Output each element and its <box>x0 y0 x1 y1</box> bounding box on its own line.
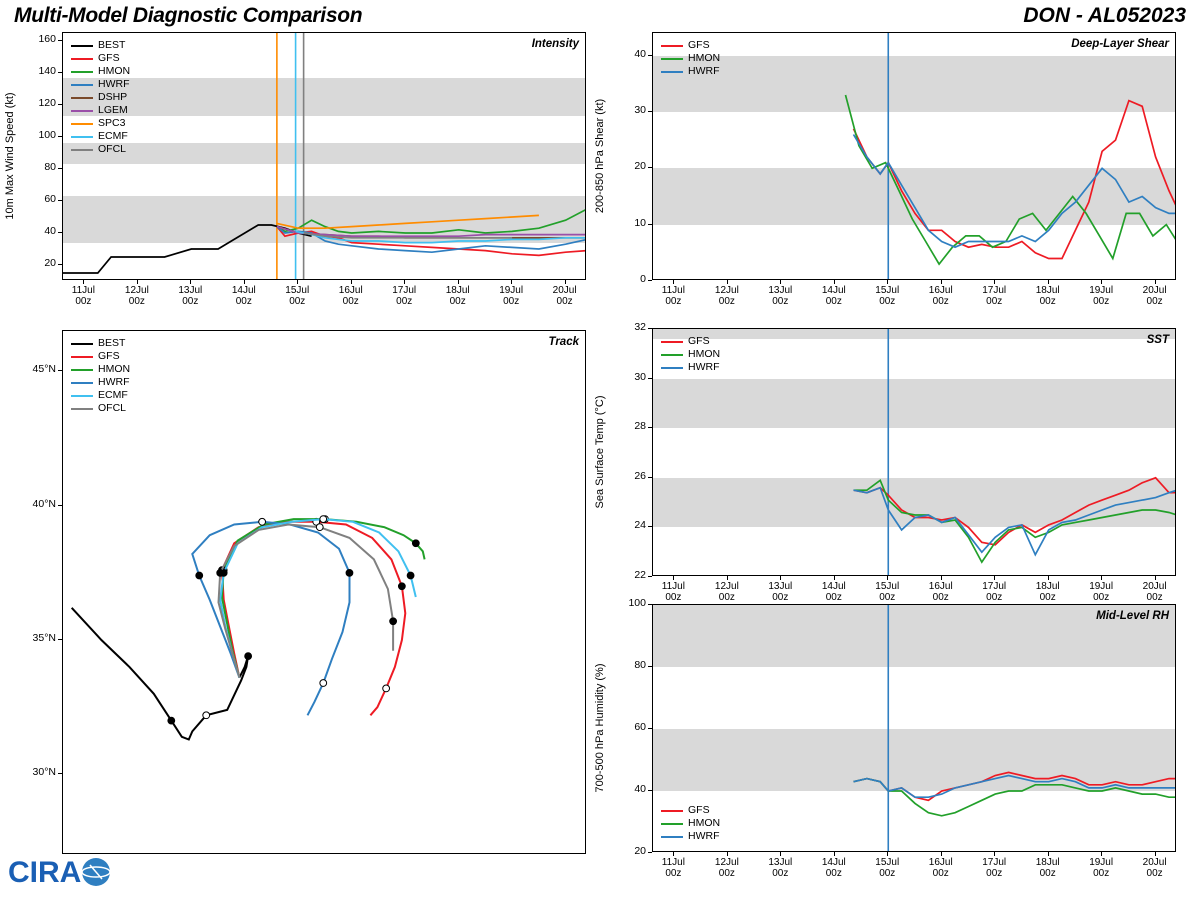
x-tick-mark <box>458 280 459 284</box>
series-gfs <box>277 227 586 256</box>
x-tick-mark <box>780 852 781 856</box>
x-tick-label: 12Jul 00z <box>714 857 739 879</box>
plot-area-rh <box>652 604 1176 852</box>
x-tick-mark <box>941 280 942 284</box>
x-tick-mark <box>941 576 942 580</box>
legend-label: GFS <box>98 350 120 362</box>
track-point <box>407 572 414 579</box>
y-tick-mark <box>648 604 652 605</box>
legend-item-hmon <box>661 52 720 65</box>
y-tick-label: 40 <box>634 783 646 795</box>
legend-label: HMON <box>688 348 721 360</box>
legend-item-hmon <box>661 348 720 361</box>
legend-swatch <box>661 58 683 60</box>
y-tick-label: 100 <box>38 129 56 141</box>
x-tick-label: 13Jul 00z <box>768 285 793 307</box>
legend-label: OFCL <box>98 402 127 414</box>
y-tick-mark <box>58 639 62 640</box>
legend-item-hmon <box>71 363 130 376</box>
y-tick-mark <box>648 55 652 56</box>
legend-swatch <box>661 823 683 825</box>
track-point <box>316 524 323 531</box>
legend-item-dshp <box>71 91 130 104</box>
legend-label: OFCL <box>98 143 127 155</box>
y-axis-label-shear: 200-850 hPa Shear (kt) <box>594 98 606 214</box>
legend-item-hmon <box>71 65 130 78</box>
track-hmon <box>222 519 425 678</box>
legend-label: HWRF <box>688 65 720 77</box>
x-tick-label: 18Jul 00z <box>445 285 470 307</box>
x-tick-label: 20Jul 00z <box>1142 581 1167 603</box>
y-tick-mark <box>58 72 62 73</box>
x-tick-mark <box>994 576 995 580</box>
y-tick-label: 26 <box>634 469 646 482</box>
y-tick-label: 60 <box>634 721 646 733</box>
x-tick-mark <box>297 280 298 284</box>
x-tick-mark <box>887 280 888 284</box>
x-tick-label: 14Jul 00z <box>821 857 846 879</box>
legend-swatch <box>71 395 93 397</box>
y-tick-label: 0 <box>640 273 646 285</box>
y-tick-mark <box>648 790 652 791</box>
x-tick-mark <box>190 280 191 284</box>
y-tick-mark <box>648 224 652 225</box>
y-tick-label: 20 <box>44 257 56 269</box>
x-tick-mark <box>83 280 84 284</box>
x-tick-mark <box>511 280 512 284</box>
legend-swatch <box>71 136 93 138</box>
legend-shear <box>661 39 720 78</box>
legend-label: HWRF <box>688 361 720 373</box>
x-tick-mark <box>244 280 245 284</box>
x-tick-label: 14Jul 00z <box>821 285 846 307</box>
y-tick-label: 22 <box>634 569 646 581</box>
x-tick-label: 13Jul 00z <box>768 857 793 879</box>
x-tick-label: 12Jul 00z <box>124 285 149 307</box>
legend-swatch <box>71 58 93 60</box>
legend-label: GFS <box>688 804 710 816</box>
series-layer-rh <box>653 605 1176 852</box>
legend-rh <box>661 804 720 843</box>
series-hmon <box>846 95 1177 264</box>
x-tick-label: 15Jul 00z <box>285 285 310 307</box>
y-tick-mark <box>648 280 652 281</box>
y-tick-label: 80 <box>634 659 646 671</box>
y-tick-label: 30 <box>634 370 646 383</box>
x-tick-mark <box>1048 576 1049 580</box>
legend-label: HMON <box>98 363 131 375</box>
x-tick-mark <box>834 852 835 856</box>
legend-label: HMON <box>98 65 131 77</box>
y-tick-mark <box>58 40 62 41</box>
y-tick-label: 24 <box>634 519 646 532</box>
y-tick-mark <box>58 232 62 233</box>
y-tick-mark <box>58 104 62 105</box>
legend-label: GFS <box>688 335 710 347</box>
legend-swatch <box>71 369 93 371</box>
legend-item-ecmf <box>71 389 130 402</box>
x-tick-mark <box>1155 280 1156 284</box>
legend-item-gfs <box>661 335 720 348</box>
x-tick-label: 17Jul 00z <box>982 857 1007 879</box>
track-point <box>320 680 327 687</box>
legend-swatch <box>661 354 683 356</box>
legend-label: GFS <box>688 39 710 51</box>
y-axis-label-rh: 700-500 hPa Humidity (%) <box>594 663 606 793</box>
legend-swatch <box>71 110 93 112</box>
x-tick-mark <box>351 280 352 284</box>
x-tick-mark <box>834 576 835 580</box>
x-tick-mark <box>137 280 138 284</box>
x-tick-label: 16Jul 00z <box>928 581 953 603</box>
x-tick-label: 18Jul 00z <box>1035 285 1060 307</box>
x-tick-mark <box>1155 852 1156 856</box>
y-tick-label: 140 <box>38 65 56 77</box>
track-gfs <box>222 522 405 716</box>
legend-label: LGEM <box>98 104 128 116</box>
y-tick-mark <box>58 505 62 506</box>
y-tick-label: 20 <box>634 160 646 173</box>
legend-label: ECMF <box>98 389 128 401</box>
legend-swatch <box>71 382 93 384</box>
legend-swatch <box>71 343 93 345</box>
series-gfs <box>854 478 1177 545</box>
page-title: Multi-Model Diagnostic Comparison <box>14 4 363 27</box>
track-point <box>398 583 405 590</box>
legend-label: HWRF <box>98 376 130 388</box>
x-tick-mark <box>1101 576 1102 580</box>
legend-swatch <box>71 356 93 358</box>
y-tick-label: 40°N <box>32 497 56 510</box>
plot-area-intensity <box>62 32 586 280</box>
x-tick-mark <box>1101 852 1102 856</box>
y-tick-label: 120 <box>38 97 56 109</box>
x-tick-label: 20Jul 00z <box>552 285 577 307</box>
legend-swatch <box>71 408 93 410</box>
legend-item-gfs <box>661 804 720 817</box>
x-tick-mark <box>565 280 566 284</box>
x-tick-label: 14Jul 00z <box>821 581 846 603</box>
panel-title-shear: Deep-Layer Shear <box>1071 38 1169 50</box>
track-hwrf <box>192 522 349 716</box>
panel-title-intensity: Intensity <box>531 38 579 50</box>
legend-swatch <box>661 836 683 838</box>
x-tick-label: 16Jul 00z <box>338 285 363 307</box>
y-tick-label: 20 <box>634 845 646 857</box>
y-tick-mark <box>648 526 652 527</box>
x-tick-label: 15Jul 00z <box>875 857 900 879</box>
legend-item-hwrf <box>71 376 130 389</box>
x-tick-mark <box>727 576 728 580</box>
legend-label: DSHP <box>98 91 128 103</box>
x-tick-mark <box>727 280 728 284</box>
series-hwrf <box>854 488 1177 555</box>
legend-item-best <box>71 337 130 350</box>
x-tick-label: 19Jul 00z <box>499 285 524 307</box>
y-tick-mark <box>648 427 652 428</box>
legend-swatch <box>71 97 93 99</box>
legend-item-best <box>71 39 130 52</box>
legend-label: HMON <box>688 817 721 829</box>
x-tick-mark <box>994 852 995 856</box>
legend-swatch <box>661 71 683 73</box>
legend-swatch <box>71 123 93 125</box>
x-tick-label: 19Jul 00z <box>1089 581 1114 603</box>
series-layer-sst <box>653 329 1176 576</box>
y-tick-mark <box>648 852 652 853</box>
x-tick-label: 13Jul 00z <box>768 581 793 603</box>
plot-area-track <box>62 330 586 854</box>
y-tick-mark <box>648 378 652 379</box>
track-point <box>383 685 390 692</box>
legend-label: GFS <box>98 52 120 64</box>
legend-item-spc3 <box>71 117 130 130</box>
y-tick-mark <box>58 200 62 201</box>
y-tick-label: 60 <box>44 193 56 205</box>
x-tick-label: 18Jul 00z <box>1035 857 1060 879</box>
x-tick-mark <box>1048 852 1049 856</box>
track-point <box>320 516 327 523</box>
y-tick-label: 45°N <box>32 363 56 376</box>
track-point <box>245 653 252 660</box>
y-tick-mark <box>648 167 652 168</box>
x-tick-mark <box>404 280 405 284</box>
y-tick-label: 40 <box>634 47 646 60</box>
series-layer-intensity <box>63 33 586 280</box>
x-tick-mark <box>673 280 674 284</box>
legend-label: HWRF <box>98 78 130 90</box>
x-tick-mark <box>994 280 995 284</box>
y-tick-mark <box>648 328 652 329</box>
track-point <box>390 618 397 625</box>
y-tick-mark <box>58 136 62 137</box>
legend-swatch <box>71 149 93 151</box>
x-tick-mark <box>834 280 835 284</box>
x-tick-label: 20Jul 00z <box>1142 285 1167 307</box>
legend-swatch <box>661 810 683 812</box>
legend-label: ECMF <box>98 130 128 142</box>
x-tick-label: 12Jul 00z <box>714 285 739 307</box>
y-tick-label: 28 <box>634 420 646 433</box>
y-axis-label-sst: Sea Surface Temp (°C) <box>594 395 606 509</box>
legend-item-hwrf <box>661 65 720 78</box>
legend-swatch <box>661 45 683 47</box>
legend-item-hmon <box>661 817 720 830</box>
track-point <box>259 518 266 525</box>
y-tick-label: 10 <box>634 216 646 229</box>
y-tick-mark <box>648 728 652 729</box>
x-tick-label: 15Jul 00z <box>875 285 900 307</box>
legend-item-lgem <box>71 104 130 117</box>
x-tick-label: 20Jul 00z <box>1142 857 1167 879</box>
x-tick-label: 11Jul 00z <box>661 285 685 307</box>
track-point <box>168 717 175 724</box>
x-tick-label: 12Jul 00z <box>714 581 739 603</box>
track-point <box>346 569 353 576</box>
y-tick-mark <box>648 666 652 667</box>
plot-area-sst <box>652 328 1176 576</box>
panel-title-rh: Mid-Level RH <box>1096 610 1169 622</box>
x-tick-mark <box>727 852 728 856</box>
track-point <box>412 540 419 547</box>
x-tick-mark <box>780 280 781 284</box>
x-tick-mark <box>1101 280 1102 284</box>
series-layer-shear <box>653 33 1176 280</box>
y-tick-label: 35°N <box>32 632 56 645</box>
x-tick-label: 11Jul 00z <box>71 285 95 307</box>
legend-intensity <box>71 39 130 156</box>
x-tick-mark <box>673 576 674 580</box>
y-tick-mark <box>58 773 62 774</box>
y-tick-label: 30°N <box>32 766 56 779</box>
legend-item-ofcl <box>71 402 130 415</box>
legend-label: BEST <box>98 39 126 51</box>
track-point <box>203 712 210 719</box>
legend-item-gfs <box>661 39 720 52</box>
track-point <box>196 572 203 579</box>
x-tick-label: 14Jul 00z <box>231 285 256 307</box>
y-tick-label: 80 <box>44 161 56 173</box>
x-tick-label: 19Jul 00z <box>1089 285 1114 307</box>
x-tick-label: 17Jul 00z <box>982 285 1007 307</box>
legend-item-hwrf <box>661 361 720 374</box>
legend-label: HMON <box>688 52 721 64</box>
x-tick-mark <box>1155 576 1156 580</box>
x-tick-label: 11Jul 00z <box>661 857 685 879</box>
y-tick-label: 100 <box>628 597 646 609</box>
panel-title-sst: SST <box>1146 334 1169 346</box>
panel-title-track: Track <box>548 336 579 348</box>
track-series-layer <box>63 331 586 854</box>
legend-swatch <box>661 367 683 369</box>
legend-swatch <box>661 341 683 343</box>
legend-swatch <box>71 84 93 86</box>
x-tick-mark <box>887 852 888 856</box>
y-tick-mark <box>58 370 62 371</box>
y-tick-label: 160 <box>38 33 56 45</box>
series-gfs <box>854 101 1177 259</box>
legend-swatch <box>71 71 93 73</box>
x-tick-label: 11Jul 00z <box>661 581 685 603</box>
y-tick-mark <box>648 477 652 478</box>
legend-item-gfs <box>71 350 130 363</box>
storm-id: DON - AL052023 <box>1023 4 1186 27</box>
y-tick-label: 30 <box>634 103 646 116</box>
legend-item-gfs <box>71 52 130 65</box>
x-tick-label: 13Jul 00z <box>178 285 203 307</box>
legend-label: SPC3 <box>98 117 126 129</box>
legend-item-hwrf <box>71 78 130 91</box>
track-point <box>217 569 224 576</box>
series-hmon <box>854 480 1177 562</box>
plot-area-shear <box>652 32 1176 280</box>
y-tick-mark <box>58 168 62 169</box>
x-tick-mark <box>673 852 674 856</box>
x-tick-label: 17Jul 00z <box>982 581 1007 603</box>
legend-item-hwrf <box>661 830 720 843</box>
svg-text:CIRA: CIRA <box>8 856 82 889</box>
legend-label: HWRF <box>688 830 720 842</box>
x-tick-mark <box>887 576 888 580</box>
x-tick-label: 17Jul 00z <box>392 285 417 307</box>
y-tick-mark <box>648 111 652 112</box>
y-axis-label-intensity: 10m Max Wind Speed (kt) <box>4 92 16 220</box>
y-tick-mark <box>58 264 62 265</box>
legend-track <box>71 337 130 415</box>
legend-sst <box>661 335 720 374</box>
x-tick-mark <box>780 576 781 580</box>
cira-logo <box>8 852 118 892</box>
series-best <box>63 225 312 273</box>
y-tick-label: 40 <box>44 225 56 237</box>
legend-item-ecmf <box>71 130 130 143</box>
y-tick-label: 32 <box>634 321 646 333</box>
legend-label: BEST <box>98 337 126 349</box>
legend-item-ofcl <box>71 143 130 156</box>
x-tick-label: 19Jul 00z <box>1089 857 1114 879</box>
x-tick-label: 16Jul 00z <box>928 857 953 879</box>
y-tick-mark <box>648 576 652 577</box>
x-tick-label: 16Jul 00z <box>928 285 953 307</box>
x-tick-mark <box>1048 280 1049 284</box>
series-hwrf <box>854 776 1177 798</box>
legend-swatch <box>71 45 93 47</box>
x-tick-label: 18Jul 00z <box>1035 581 1060 603</box>
x-tick-label: 15Jul 00z <box>875 581 900 603</box>
x-tick-mark <box>941 852 942 856</box>
